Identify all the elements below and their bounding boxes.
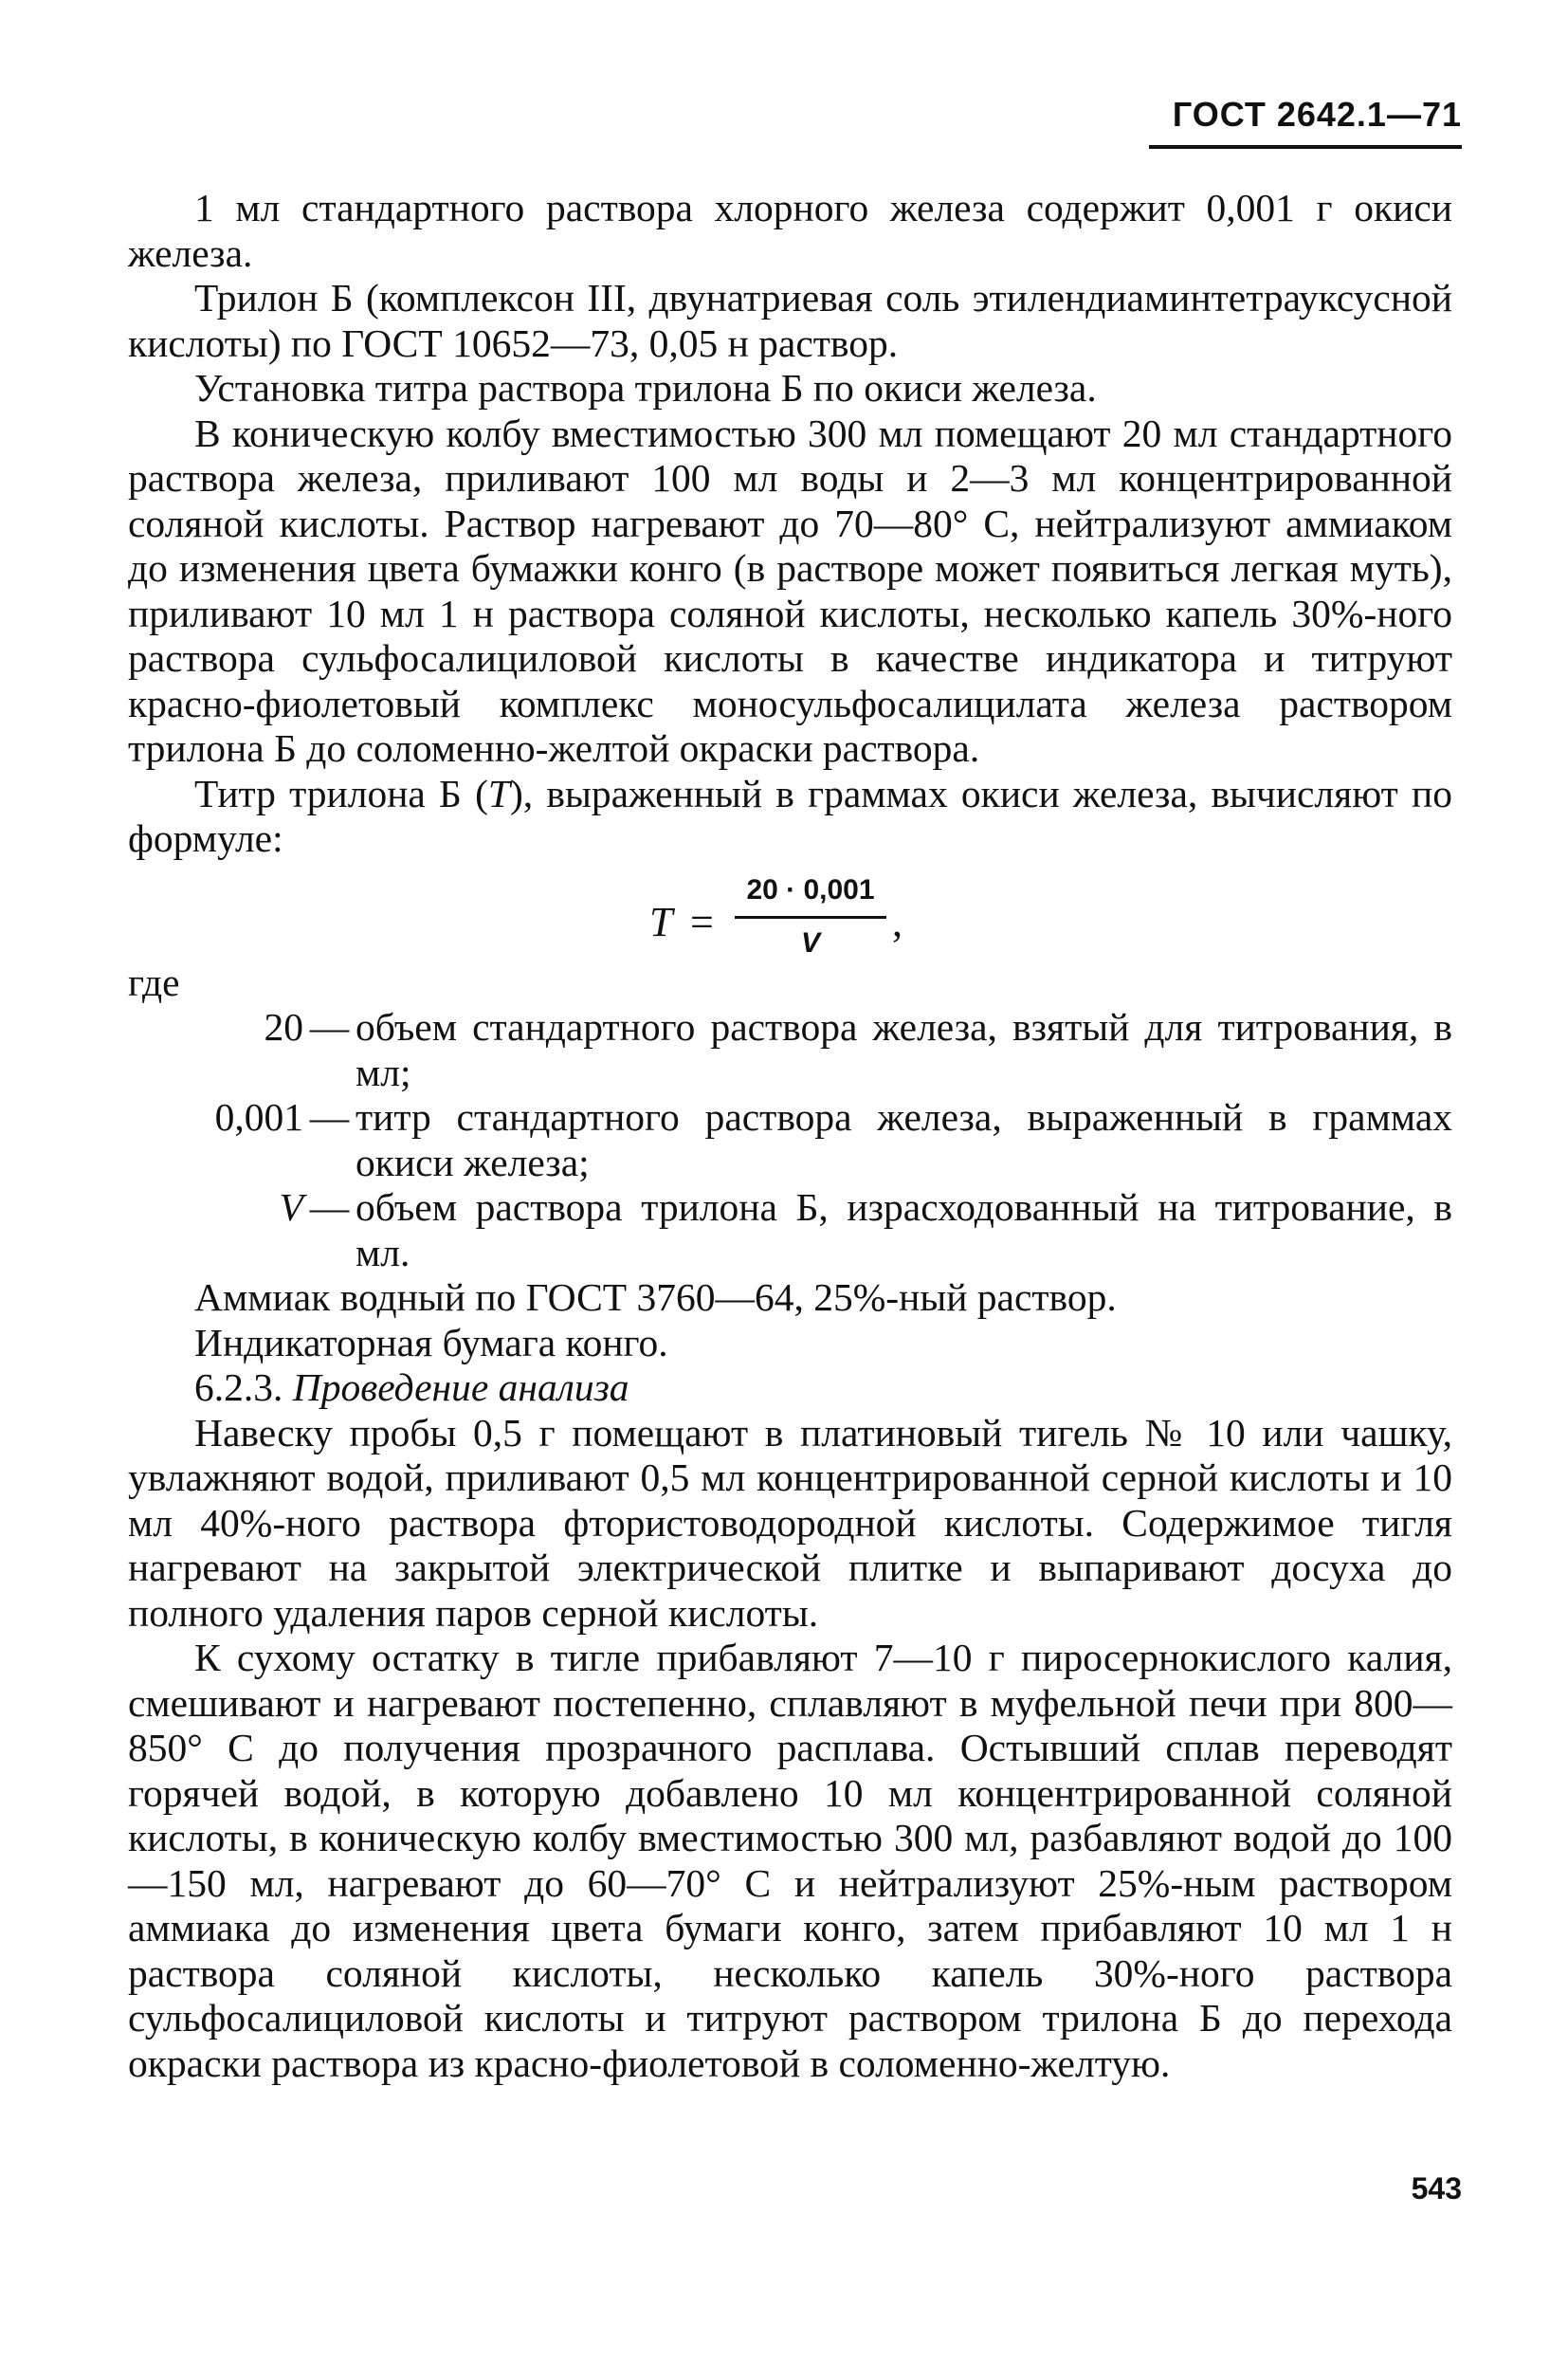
- paragraph-trilon-b: Трилон Б (комплексон III, двунатриевая соль этилендиаминтетрауксусной кислоты) по ГОСТ 10652—73, 0,05 н раствор.: [128, 276, 1452, 365]
- paragraph-titration-procedure: В коническую колбу вместимостью 300 мл помещают 20 мл стандартного раствора железа, приливают 100 мл воды и 2—3 мл концентрированной соляной кислоты. Раствор нагревают до 70—80° С, нейтрализуют аммиаком до изменения цвета бумажки конго (в растворе может появиться легкая муть), приливают 10 мл 1 н раствора соляной кислоты, несколько капель 30%-ного раствора сульфосалициловой кислоты в качестве индикатора и титруют красно-фиолетовый комплекс моносульфосалицилата железа раствором трилона Б до соломенно-желтой окраски раствора.: [128, 411, 1452, 770]
- where-label: где: [128, 960, 180, 1004]
- definition-symbol: V: [279, 1185, 303, 1229]
- formula-denominator: V: [800, 926, 820, 959]
- document-body: [128, 186, 1452, 2086]
- paragraph-indicator-paper: Индикаторная бумага конго.: [194, 1320, 668, 1364]
- definition-text: титр стандартного раствора железа, выраженный в граммах окиси железа;: [356, 1095, 1452, 1184]
- formula-numerator: 20 · 0,001: [746, 873, 875, 906]
- definition-row: [128, 1005, 1452, 1095]
- definition-symbol: 0,001: [214, 1095, 303, 1139]
- paragraph-titer-formula-intro: [128, 772, 1452, 862]
- definition-dash: —: [309, 1005, 350, 1049]
- paragraph-ammonia-reagent: Аммиак водный по ГОСТ 3760—64, 25%-ный раствор.: [194, 1275, 1117, 1319]
- page-number: 543: [1411, 2171, 1462, 2205]
- titer-formula: [128, 868, 1452, 959]
- paragraph-titer-setup: Установка титра раствора трилона Б по окиси железа.: [194, 366, 1097, 410]
- formula-equals: =: [690, 898, 714, 945]
- section-number: 6.2.3.: [194, 1365, 283, 1409]
- definition-row: [128, 1185, 1452, 1275]
- formula-fraction-bar: [735, 916, 886, 919]
- definition-text: объем стандартного раствора железа, взятый для титрования, в мл;: [356, 1005, 1452, 1094]
- section-heading: [128, 1365, 1452, 1411]
- definition-symbol: 20: [264, 1005, 303, 1049]
- standard-code-header: ГОСТ 2642.1—71: [1172, 95, 1462, 134]
- paragraph-iron-content: 1 мл стандартного раствора хлорного железа содержит 0,001 г окиси железа.: [128, 186, 1452, 275]
- intro-text-a: Титр трилона Б (: [194, 771, 488, 815]
- paragraph-fusion-titration: К сухому остатку в тигле прибавляют 7—10 г пиросернокислого калия, смешивают и нагревают постепенно, сплавляют в муфельной печи при 800—850° С до получения прозрачного расплава. Остывший сплав переводят горячей водой, в которую добавлено 10 мл концентрированной соляной кислоты, в коническую колбу вместимостью 300 мл, разбавляют водой до 100—150 мл, нагревают до 60—70° С и нейтрализуют 25%-ным раствором аммиака до изменения цвета бумаги конго, затем прибавляют 10 мл 1 н раствора соляной кислоты, несколько капель 30%-ного раствора сульфосалициловой кислоты и титруют раствором трилона Б до перехода окраски раствора из красно-фиолетовой в соломенно-желтую.: [128, 1636, 1452, 2085]
- definition-dash: —: [309, 1185, 350, 1229]
- titer-symbol: T: [487, 771, 510, 815]
- formula-lhs: T: [649, 898, 673, 945]
- intro-text-b: ), выраженный в граммах окиси железа, вычисляют по формуле:: [128, 771, 1452, 860]
- header-rule: [1149, 145, 1462, 149]
- formula-trailing-comma: ,: [892, 898, 903, 945]
- definition-text: объем раствора трилона Б, израсходованный на титрование, в мл.: [356, 1185, 1452, 1274]
- paragraph-sample-decomposition: Навеску пробы 0,5 г помещают в платиновый тигель № 10 или чашку, увлажняют водой, приливают 0,5 мл концентрированной серной кислоты и 10 мл 40%-ного раствора фтористоводородной кислоты. Содержимое тигля нагревают на закрытой электрической плитке и выпаривают досуха до полного удаления паров серной кислоты.: [128, 1410, 1452, 1635]
- definition-dash: —: [309, 1095, 350, 1139]
- section-title: Проведение анализа: [292, 1365, 629, 1409]
- definition-row: [128, 1095, 1452, 1185]
